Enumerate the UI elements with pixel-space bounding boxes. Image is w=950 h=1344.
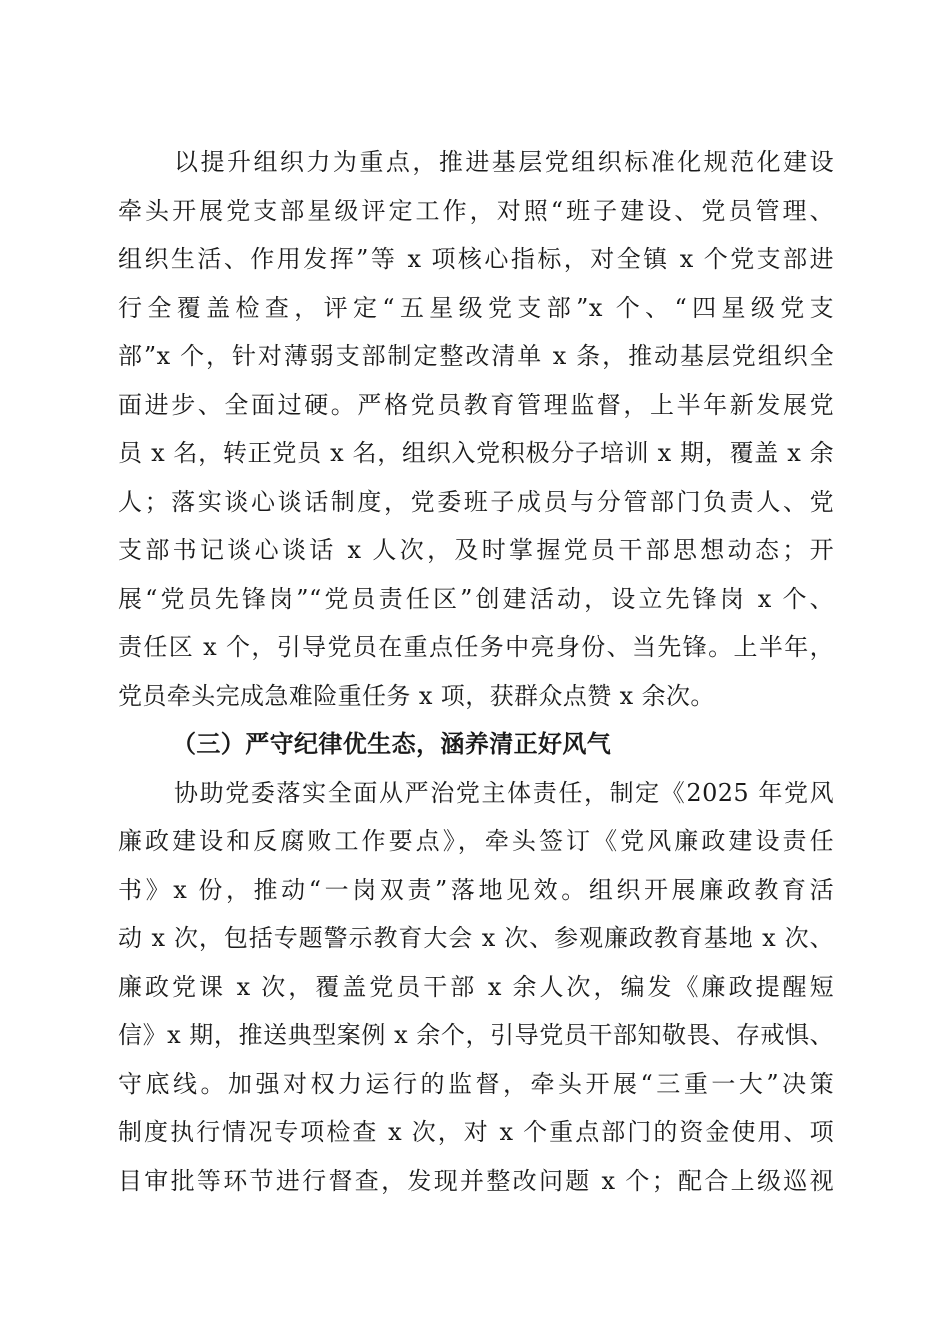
paragraph-line: 动 x 次，包括专题警示教育大会 x 次、参观廉政教育基地 x 次、 (118, 924, 834, 952)
paragraph-line: 书》x 份，推动“一岗双责”落地见效。组织开展廉政教育活 (118, 875, 834, 904)
paragraph-line: 人；落实谈心谈话制度，党委班子成员与分管部门负责人、党 (118, 487, 834, 516)
paragraph-line: 支部书记谈心谈话 x 人次，及时掌握党员干部思想动态；开 (118, 536, 834, 564)
paragraph-line: 牵头开展党支部星级评定工作，对照“班子建设、党员管理、 (118, 196, 834, 225)
paragraph-line: 制度执行情况专项检查 x 次，对 x 个重点部门的资金使用、项 (118, 1118, 834, 1146)
paragraph-organization-building (118, 138, 834, 720)
paragraph-line: 守底线。加强对权力运行的监督，牵头开展“三重一大”决策 (118, 1069, 834, 1098)
paragraph-line: 面进步、全面过硬。严格党员教育管理监督，上半年新发展党 (118, 390, 834, 419)
paragraph-discipline (118, 769, 834, 1206)
paragraph-line: 行全覆盖检查，评定“五星级党支部”x 个、“四星级党支 (118, 293, 834, 322)
paragraph-line: 廉政建设和反腐败工作要点》，牵头签订《党风廉政建设责任 (118, 827, 834, 855)
paragraph-line: 部”x 个，针对薄弱支部制定整改清单 x 条，推动基层党组织全 (118, 342, 834, 370)
paragraph-line: 责任区 x 个，引导党员在重点任务中亮身份、当先锋。上半年， (118, 633, 834, 661)
paragraph-line: 协助党委落实全面从严治党主体责任，制定《2025 年党风 (174, 778, 834, 807)
paragraph-line: 目审批等环节进行督查，发现并整改问题 x 个；配合上级巡视 (118, 1166, 834, 1195)
paragraph-line: 展“党员先锋岗”“党员责任区”创建活动，设立先锋岗 x 个、 (118, 584, 834, 613)
paragraph-line: 党员牵头完成急难险重任务 x 项，获群众点赞 x 余次。 (118, 681, 715, 710)
section-heading: （三）严守纪律优生态，涵养清正好风气 (172, 729, 612, 758)
paragraph-line: 廉政党课 x 次，覆盖党员干部 x 余人次，编发《廉政提醒短 (118, 972, 834, 1001)
paragraph-line: 以提升组织力为重点，推进基层党组织标准化规范化建设 (174, 148, 834, 176)
paragraph-line: 员 x 名，转正党员 x 名，组织入党积极分子培训 x 期，覆盖 x 余 (118, 439, 834, 467)
paragraph-line: 信》x 期，推送典型案例 x 余个，引导党员干部知敬畏、存戒惧、 (118, 1021, 834, 1049)
document-body (118, 138, 834, 1205)
paragraph-line: 组织生活、作用发挥”等 x 项核心指标，对全镇 x 个党支部进 (118, 245, 834, 273)
